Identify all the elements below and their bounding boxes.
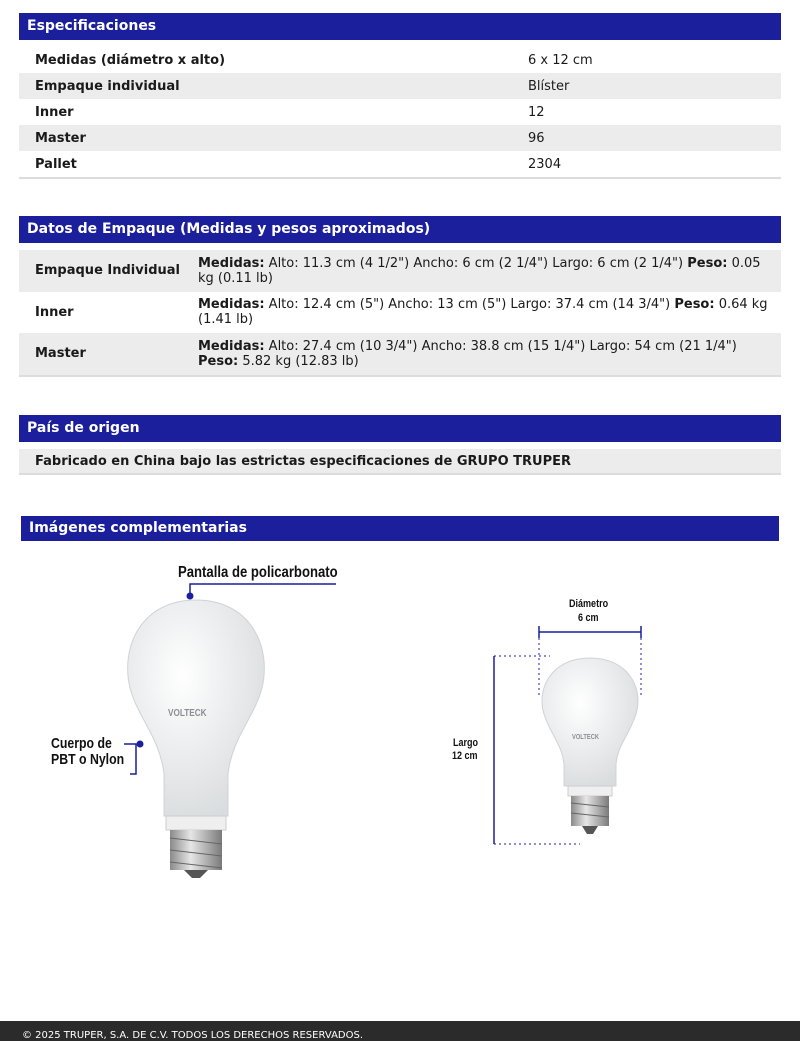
packing-label: Empaque Individual [35,263,180,279]
packing-value [198,256,773,286]
footer [0,1021,800,1041]
table-row [19,99,781,125]
spec-label: Medidas (diámetro x alto) [35,52,226,68]
measures-label: Medidas: [198,297,265,313]
specs-section-title: Especificaciones [19,13,781,40]
spec-value: 96 [528,130,545,146]
diameter-label: Diámetro [569,598,609,610]
weight-label: Peso: [674,297,715,313]
diameter-value: 6 cm [578,612,599,624]
table-row [19,73,781,99]
images-section-title: Imágenes complementarias [21,516,779,541]
copyright-text: © 2025 TRUPER, S.A. DE C.V. TODOS LOS DERECHOS RESERVADOS. [22,1030,364,1041]
spec-label: Empaque individual [35,78,180,94]
spec-value: 2304 [528,156,562,172]
table-row [19,250,781,292]
weight-label: Peso: [687,255,728,271]
table-row [19,47,781,73]
measures-label: Medidas: [198,255,265,271]
spec-label: Master [35,130,86,146]
measures-text: Alto: 11.3 cm (4 1/2") Ancho: 6 cm (2 1/4") Largo: 6 cm (2 1/4") [268,255,684,271]
spec-label: Inner [35,104,74,120]
callout-left-label-2: PBT o Nylon [51,751,125,768]
weight-text: 0.64 kg (1.41 lb) [198,297,768,328]
spec-value: 6 x 12 cm [528,52,593,68]
measures-label: Medidas: [198,338,265,354]
packing-value [198,297,773,327]
callout-left-label-1: Cuerpo de [51,735,112,752]
origin-text: Fabricado en China bajo las estrictas especificaciones de GRUPO TRUPER [19,449,781,475]
table-row [19,333,781,375]
table-row [19,292,781,334]
length-value: 12 cm [452,750,478,762]
measures-text: Alto: 12.4 cm (5") Ancho: 13 cm (5") Largo: 37.4 cm (14 3/4") [268,297,671,313]
packing-section-title: Datos de Empaque (Medidas y pesos aproximados) [19,216,781,243]
packing-label: Inner [35,304,74,320]
origin-section-title: País de origen [19,415,781,442]
weight-label: Peso: [198,353,239,369]
table-row [19,125,781,151]
weight-text: 5.82 kg (12.83 lb) [242,353,359,369]
measures-text: Alto: 27.4 cm (10 3/4") Ancho: 38.8 cm (15 1/4") Largo: 54 cm (21 1/4") [268,338,737,354]
weight-text: 0.05 kg (0.11 lb) [198,255,761,286]
packing-table [19,250,781,377]
spec-value: 12 [528,104,545,120]
spec-value: Blíster [528,78,570,94]
length-label: Largo [453,737,479,749]
brand-logo-main: VOLTECK [168,708,207,719]
spec-label: Pallet [35,156,77,172]
packing-value [198,339,773,369]
table-row [19,151,781,177]
packing-label: Master [35,346,86,362]
brand-logo-small: VOLTECK [572,734,600,741]
specs-table [19,47,781,179]
bulb-illustration-main [0,548,400,898]
callout-top-label: Pantalla de policarbonato [178,564,338,581]
